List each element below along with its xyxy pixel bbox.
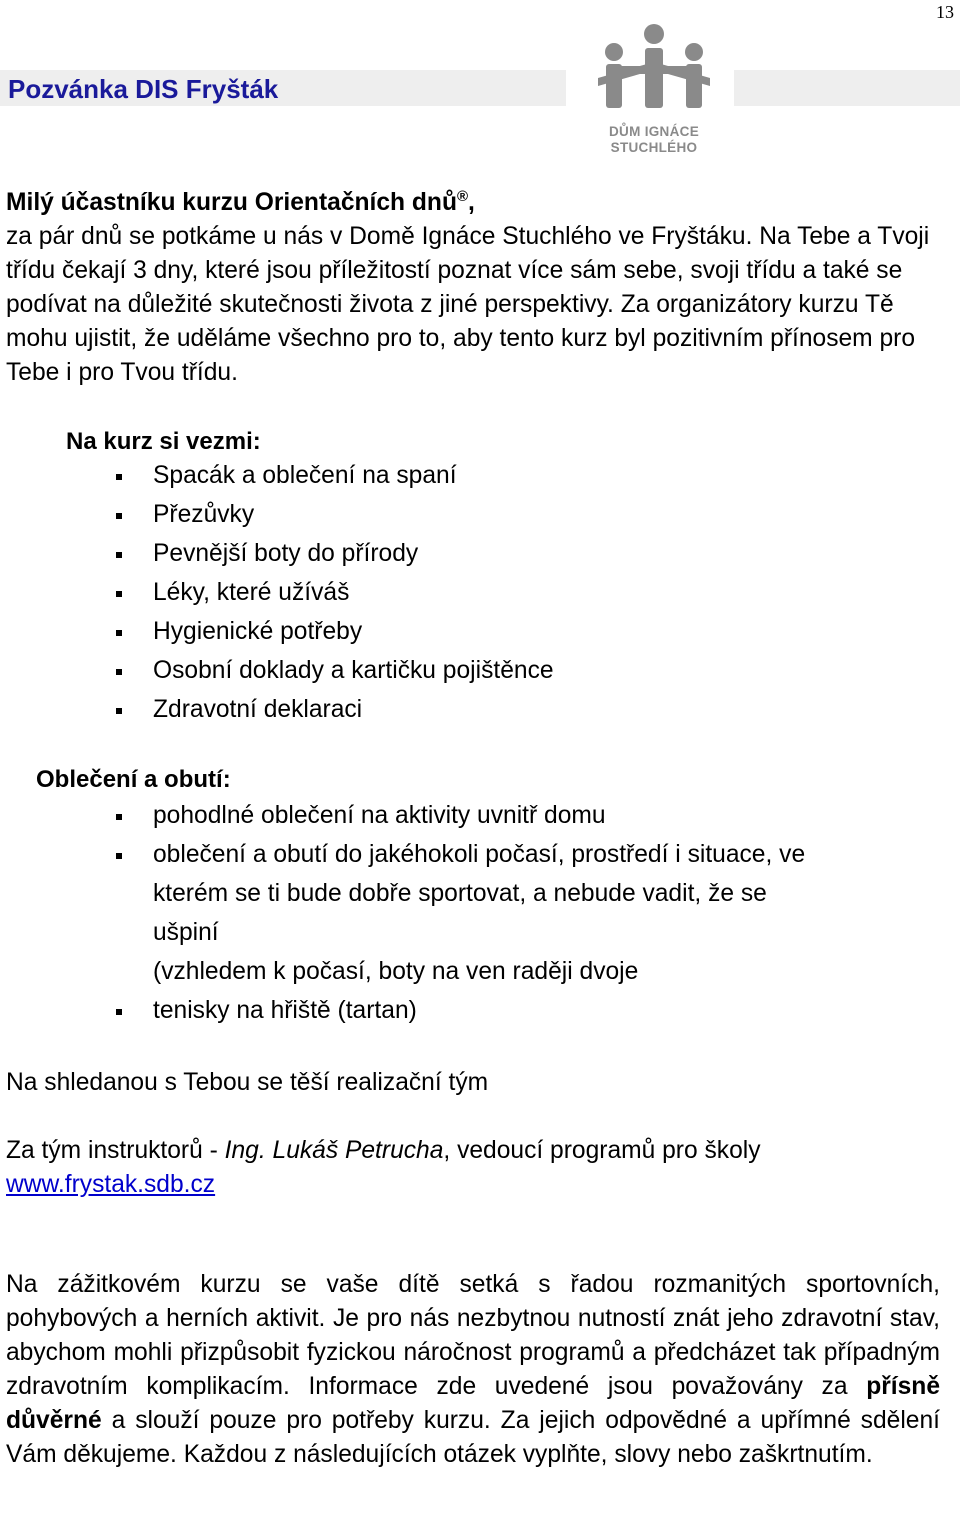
intro-text: za pár dnů se potkáme u nás v Domě Ignáce Stuchlého ve Fryštáku. Na Tebe a Tvoji třídu čekají 3 dny, které jsou příležitostí poznat více sám sebe, svoji třídu a také se podívat na důležité skutečnosti života z jiné perspektivy. Za organizátory kurzu Tě mohu ujistit, že uděláme všechno pro to, aby tento kurz byl pozitivním přínosem pro Tebe i pro Tvou třídu. <box>6 223 930 386</box>
pack-list <box>116 456 554 729</box>
list-item: Spacák a oblečení na spaní <box>116 456 554 495</box>
greeting: Milý účastníku kurzu Orientačních dnů®, <box>6 187 475 216</box>
list-item-continuation: ušpiní <box>153 919 219 946</box>
registered-mark: ® <box>456 187 469 205</box>
list-item: Přezůvky <box>116 495 554 534</box>
list-item: Zdravotní deklaraci <box>116 690 554 729</box>
list-item: tenisky na hřiště (tartan) <box>116 991 805 1030</box>
intro-paragraph <box>6 186 956 390</box>
logo-text-line1: DŮM IGNÁCE <box>609 124 699 139</box>
clothing-heading: Oblečení a obutí: <box>36 766 231 793</box>
list-item: Léky, které užíváš <box>116 573 554 612</box>
list-item-continuation: (vzhledem k počasí, boty na ven raději dvoje <box>153 958 639 985</box>
list-item: pohodlné oblečení na aktivity uvnitř domu <box>116 796 805 835</box>
clothing-list <box>116 796 805 1030</box>
confidential-emphasis: přísně důvěrné <box>6 1373 940 1434</box>
website-link[interactable]: www.frystak.sdb.cz <box>6 1171 216 1198</box>
page-title: Pozvánka DIS Fryšták <box>8 74 279 104</box>
closing-line: Na shledanou s Tebou se těší realizační tým <box>6 1069 489 1096</box>
logo-text-line2: STUCHLÉHO <box>610 140 698 155</box>
page-number: 13 <box>936 2 954 22</box>
list-item: Osobní doklady a kartičku pojištěnce <box>116 651 554 690</box>
signature: Za tým instruktorů - Ing. Lukáš Petrucha, vedoucí programů pro školy www.frystak.sdb.cz <box>6 1137 761 1198</box>
title-band-right <box>734 70 960 106</box>
list-item-continuation: kterém se ti bude dobře sportovat, a nebude vadit, že se <box>153 880 767 907</box>
list-item: oblečení a obutí do jakéhokoli počasí, prostředí i situace, ve <box>116 835 805 874</box>
list-item: Pevnější boty do přírody <box>116 534 554 573</box>
list-item: Hygienické potřeby <box>116 612 554 651</box>
pack-heading: Na kurz si vezmi: <box>66 428 261 455</box>
signature-name: Ing. Lukáš Petrucha <box>224 1137 444 1164</box>
health-notice: Na zážitkovém kurzu se vaše dítě setká s řadou rozmanitých sportovních, pohybových a herních aktivit. Je pro nás nezbytnou nutností znát jeho zdravotní stav, abychom mohli přizpůsobit fyzickou náročnost programů a předcházet tak případným zdravotním komplikacím. Informace zde uvedené jsou považovány za přísně důvěrné a slouží pouze pro potřeby kurzu. Za jejich odpovědné a upřímné sdělení Vám děkujeme. Každou z následujících otázek vyplňte, slovy nebo zaškrtnutím. <box>6 1271 940 1468</box>
